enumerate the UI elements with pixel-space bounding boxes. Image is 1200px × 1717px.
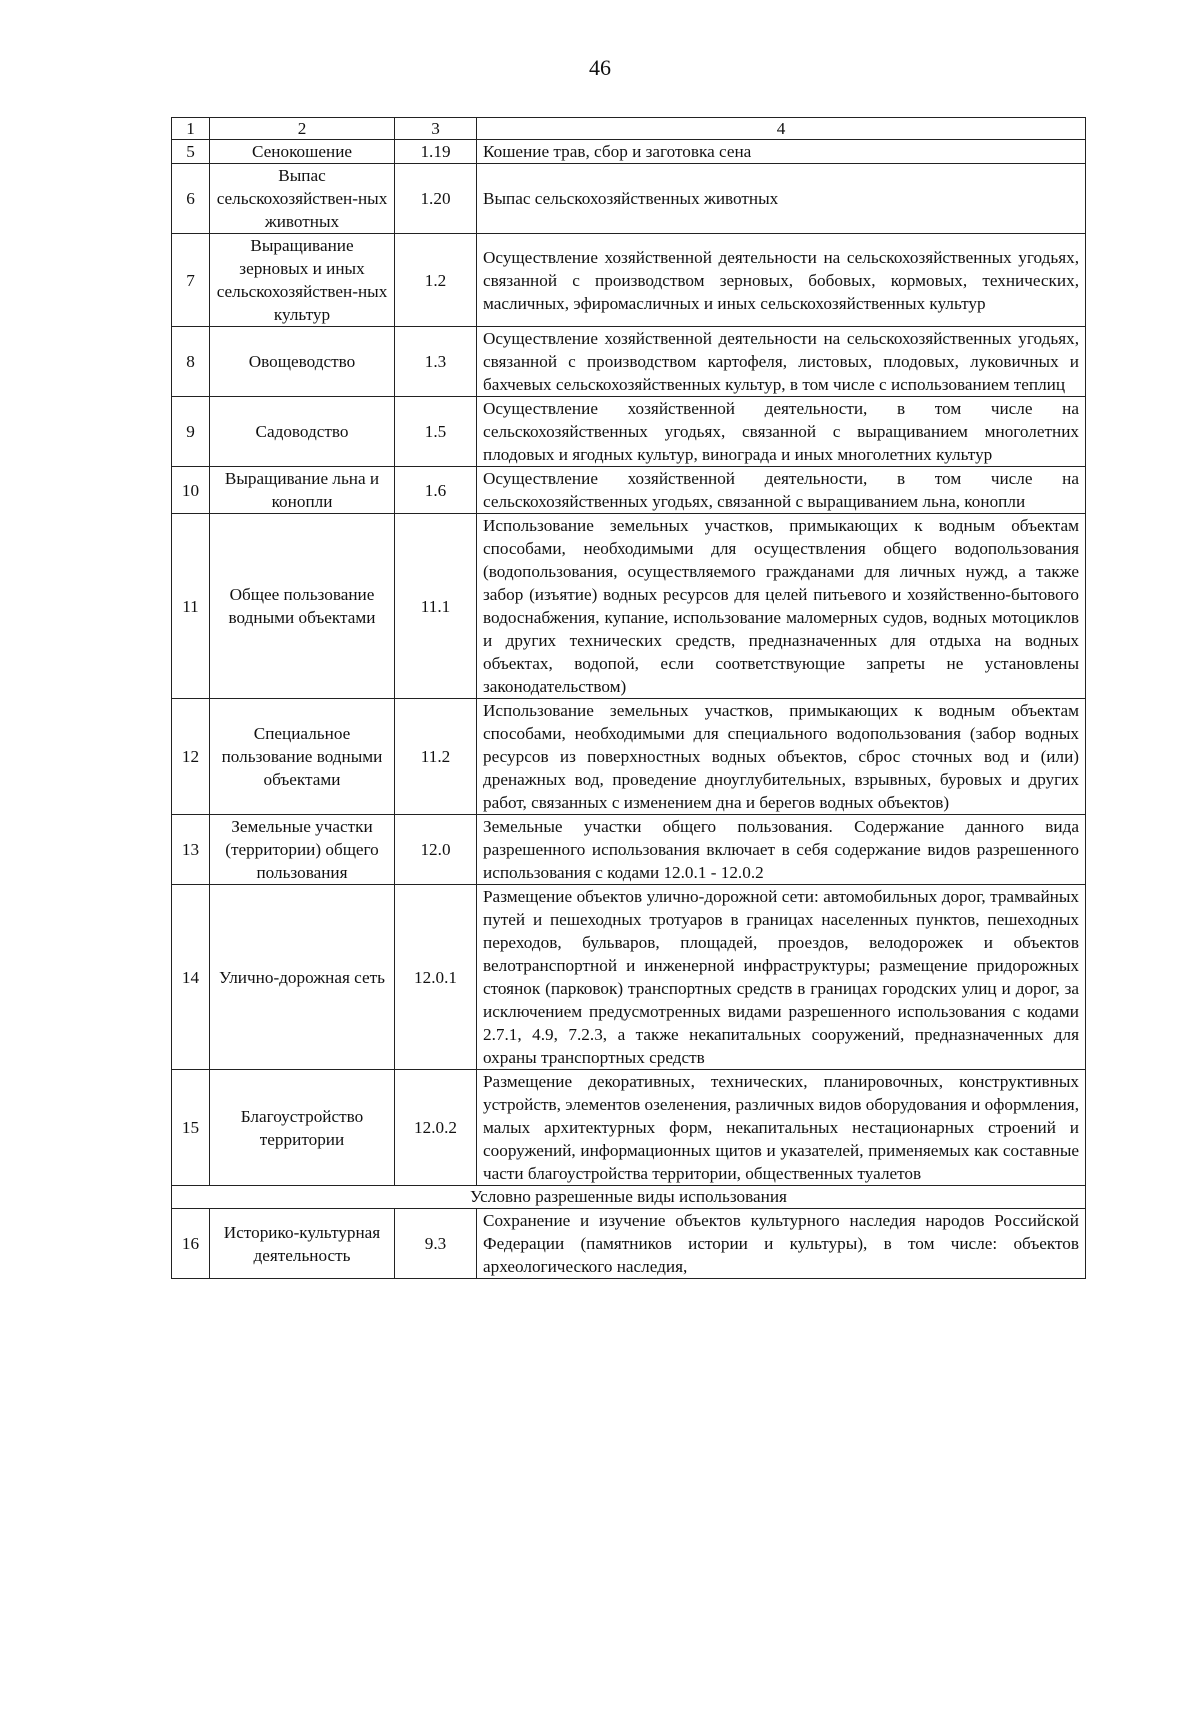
row-number: 7 [172,234,210,327]
use-type-name: Выращивание зерновых и иных сельскохозяйствен-ных культур [210,234,395,327]
use-type-name: Садоводство [210,397,395,467]
row-number: 13 [172,815,210,885]
row-number: 12 [172,699,210,815]
use-type-name: Овощеводство [210,327,395,397]
use-type-description: Осуществление хозяйственной деятельности, в том числе на сельскохозяйственных угодьях, связанной с выращиванием многолетних плодовых и ягодных культур, винограда и иных многолетних культур [477,397,1086,467]
use-type-code: 1.2 [395,234,477,327]
use-type-code: 12.0.1 [395,885,477,1070]
use-type-description: Осуществление хозяйственной деятельности, в том числе на сельскохозяйственных угодьях, связанной с выращиванием льна, конопли [477,467,1086,514]
table-row [172,467,1086,514]
page-number: 46 [589,55,611,80]
header-col-3: 3 [395,118,477,140]
use-type-description: Использование земельных участков, примыкающих к водным объектам способами, необходимыми для специального водопользования (забор водных ресурсов из поверхностных водных объектов, сброс сточных вод и (или) дренажных вод, проведение дноуглубительных, взрывных, буровых и других работ, связанных с изменением дна и берегов водных объектов) [477,699,1086,815]
row-number: 11 [172,514,210,699]
use-type-code: 11.2 [395,699,477,815]
use-type-description: Использование земельных участков, примыкающих к водным объектам способами, необходимыми для осуществления общего водопользования (водопользования, осуществляемого гражданами для личных нужд, а также забор (изъятие) водных ресурсов для целей питьевого и хозяйственно-бытового водоснабжения, купание, использование маломерных судов, водных мотоциклов и других технических средств, предназначенных для отдыха на водных объектах, водопой, если соответствующие запреты не установлены законодательством) [477,514,1086,699]
use-type-code: 1.19 [395,140,477,164]
use-type-code: 1.20 [395,164,477,234]
use-type-name: Земельные участки (территории) общего пользования [210,815,395,885]
use-type-description: Сохранение и изучение объектов культурного наследия народов Российской Федерации (памятников истории и культуры), в том числе: объектов археологического наследия, [477,1209,1086,1279]
table-row [172,699,1086,815]
use-type-description: Осуществление хозяйственной деятельности на сельскохозяйственных угодьях, связанной с производством зерновых, бобовых, кормовых, технических, масличных, эфиромасличных и иных сельскохозяйственных культур [477,234,1086,327]
use-type-code: 1.6 [395,467,477,514]
use-type-code: 11.1 [395,514,477,699]
table-row [172,164,1086,234]
row-number: 8 [172,327,210,397]
row-number: 10 [172,467,210,514]
use-type-code: 1.3 [395,327,477,397]
table-body-part2 [172,1209,1086,1279]
header-col-2: 2 [210,118,395,140]
use-type-code: 1.5 [395,397,477,467]
header-row [172,118,1086,140]
row-number: 14 [172,885,210,1070]
use-type-description: Земельные участки общего пользования. Содержание данного вида разрешенного использования включает в себя содержание видов разрешенного использования с кодами 12.0.1 - 12.0.2 [477,815,1086,885]
use-type-name: Выпас сельскохозяйствен-ных животных [210,164,395,234]
use-type-name: Улично-дорожная сеть [210,885,395,1070]
use-type-description: Осуществление хозяйственной деятельности на сельскохозяйственных угодьях, связанной с производством картофеля, листовых, плодовых, луковичных и бахчевых сельскохозяйственных культур, в том числе с использованием теплиц [477,327,1086,397]
table-section [172,1186,1086,1209]
table-row [172,234,1086,327]
table-row [172,327,1086,397]
table-header [172,118,1086,140]
row-number: 5 [172,140,210,164]
row-number: 6 [172,164,210,234]
table-row [172,1209,1086,1279]
row-number: 16 [172,1209,210,1279]
use-type-description: Кошение трав, сбор и заготовка сена [477,140,1086,164]
use-type-code: 12.0.2 [395,1070,477,1186]
table-row [172,514,1086,699]
table-row [172,140,1086,164]
table-body-part1 [172,140,1086,1186]
use-type-name: Историко-культурная деятельность [210,1209,395,1279]
table-row [172,815,1086,885]
table-row [172,397,1086,467]
use-type-description: Размещение декоративных, технических, планировочных, конструктивных устройств, элементов озеленения, различных видов оборудования и оформления, малых архитектурных форм, некапитальных нестационарных строений и сооружений, информационных щитов и указателей, применяемых как составные части благоустройства территории, общественных туалетов [477,1070,1086,1186]
use-type-code: 9.3 [395,1209,477,1279]
section-title: Условно разрешенные виды использования [172,1186,1086,1209]
use-type-name: Специальное пользование водными объектами [210,699,395,815]
use-type-description: Выпас сельскохозяйственных животных [477,164,1086,234]
table-row [172,885,1086,1070]
row-number: 9 [172,397,210,467]
land-use-table [171,117,1086,1279]
use-type-name: Сенокошение [210,140,395,164]
table-row [172,1070,1086,1186]
row-number: 15 [172,1070,210,1186]
header-col-1: 1 [172,118,210,140]
use-type-name: Общее пользование водными объектами [210,514,395,699]
header-col-4: 4 [477,118,1086,140]
use-type-name: Благоустройство территории [210,1070,395,1186]
use-type-name: Выращивание льна и конопли [210,467,395,514]
section-row [172,1186,1086,1209]
use-type-description: Размещение объектов улично-дорожной сети: автомобильных дорог, трамвайных путей и пешеходных тротуаров в границах населенных пунктов, пешеходных переходов, бульваров, площадей, проездов, велодорожек и объектов велотранспортной и инженерной инфраструктуры; размещение придорожных стоянок (парковок) транспортных средств в границах городских улиц и дорог, за исключением предусмотренных видами разрешенного использования с кодами 2.7.1, 4.9, 7.2.3, а также некапитальных сооружений, предназначенных для охраны транспортных средств [477,885,1086,1070]
use-type-code: 12.0 [395,815,477,885]
